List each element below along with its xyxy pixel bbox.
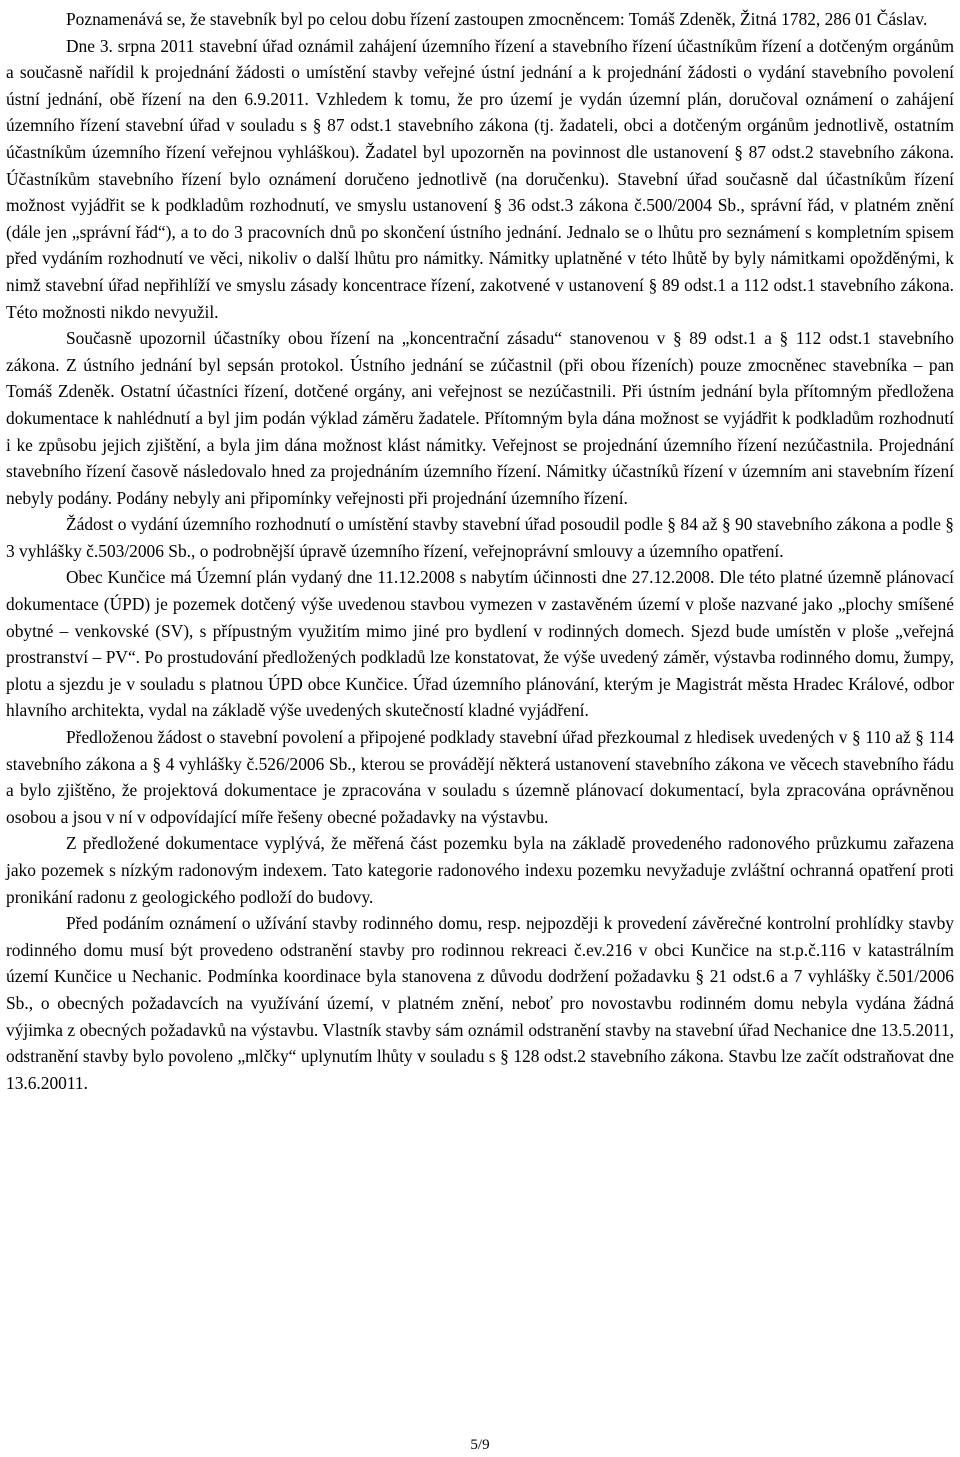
document-body xyxy=(6,6,954,1096)
paragraph-demolition-condition: Před podáním oznámení o užívání stavby rodinného domu, resp. nejpozději k provedení závěrečné kontrolní prohlídky stavby rodinného domu musí být provedeno odstranění stavby pro rodinnou rekreaci č.ev.216 v obci Kunčice na st.p.č.116 v katastrálním území Kunčice u Nechanic. Podmínka koordinace byla stanovena z důvodu dodržení požadavku § 21 odst.6 a 7 vyhlášky č.501/2006 Sb., o obecných požadavcích na využívání území, v platném znění, neboť pro novostavbu rodinném domu nebyla vydána žádná výjimka z obecných požadavků na výstavbu. Vlastník stavby sám oznámil odstranění stavby na stavební úřad Nechanice dne 13.5.2011, odstranění stavby bylo povoleno „mlčky“ uplynutím lhůty v souladu s § 128 odst.2 stavebního zákona. Stavbu lze začít odstraňovat dne 13.6.20011. xyxy=(6,913,954,1093)
paragraph-zoning-assessment: Žádost o vydání územního rozhodnutí o umístění stavby stavební úřad posoudil podle § 84 až § 90 stavebního zákona a podle § 3 vyhlášky č.503/2006 Sb., o podrobnější úpravě územního řízení, veřejnoprávní smlouvy a územního opatření. xyxy=(6,514,954,561)
page-number: 5/9 xyxy=(470,1437,490,1453)
paragraph-land-use-plan: Obec Kunčice má Územní plán vydaný dne 11.12.2008 s nabytím účinnosti dne 27.12.2008. Dle této platné územně plánovací dokumentace (ÚPD) je pozemek dotčený výše uvedenou stavbou vymezen v zastavěném území v ploše nazvané jako „plochy smíšené obytné – venkovské (SV), s přípustným využitím mimo jiné pro bydlení v rodinných domech. Sjezd bude umístěn v ploše „veřejná prostranství – PV“. Po prostudování předložených podkladů lze konstatovat, že výše uvedený záměr, výstavba rodinného domu, žumpy, plotu a sjezdu je v souladu s platnou ÚPD obce Kunčice. Úřad územního plánování, kterým je Magistrát města Hradec Králové, odbor hlavního architekta, vydal na základě výše uvedených skutečností kladné vyjádření. xyxy=(6,567,954,721)
paragraph-procedure-initiation: Dne 3. srpna 2011 stavební úřad oznámil zahájení územního řízení a stavebního řízení účastníkům řízení a dotčeným orgánům a současně nařídil k projednání žádosti o umístění stavby veřejné ústní jednání a k projednání žádosti o vydání stavebního povolení ústní jednání, obě řízení na den 6.9.2011. Vzhledem k tomu, že pro území je vydán územní plán, doručoval oznámení o zahájení územního řízení stavební úřad v souladu s § 87 odst.1 stavebního zákona (tj. žadateli, obci a dotčeným orgánům jednotlivě, ostatním účastníkům územního řízení veřejnou vyhláškou). Žadatel byl upozorněn na povinnost dle ustanovení § 87 odst.2 stavebního zákona. Účastníkům stavebního řízení bylo oznámení doručeno jednotlivě (na doručenku). Stavební úřad současně dal účastníkům řízení možnost vyjádřit se k podkladům rozhodnutí, ve smyslu ustanovení § 36 odst.3 zákona č.500/2004 Sb., správní řád, v platném znění (dále jen „správní řád“), a to do 3 pracovních dnů po skončení ústního jednání. Jednalo se o lhůtu pro seznámení s kompletním spisem před vydáním rozhodnutí ve věci, nikoliv o další lhůtu pro námitky. Námitky uplatněné v této lhůtě by byly námitkami opožděnými, k nimž stavební úřad nepřihlíží ve smyslu zásady koncentrace řízení, zakotvené v ustanovení § 89 odst.1 a 112 odst.1 stavebního zákona. Této možnosti nikdo nevyužil. xyxy=(6,35,954,322)
paragraph-representation: Poznamenává se, že stavebník byl po celou dobu řízení zastoupen zmocněncem: Tomáš Zdeněk, Žitná 1782, 286 01 Čáslav. xyxy=(66,9,928,29)
paragraph-radon-survey: Z předložené dokumentace vyplývá, že měřená část pozemku byla na základě provedeného radonového průzkumu zařazena jako pozemek s nízkým radonovým indexem. Tato kategorie radonového indexu pozemku nevyžaduje zvláštní ochranná opatření proti pronikání radonu z geologického podloží do budovy. xyxy=(6,833,954,907)
paragraph-concentration-principle: Současně upozornil účastníky obou řízení na „koncentrační zásadu“ stanovenou v § 89 odst.1 a § 112 odst.1 stavebního zákona. Z ústního jednání byl sepsán protokol. Ústního jednání se zúčastnil (při obou řízeních) pouze zmocněnec stavebníka – pan Tomáš Zdeněk. Ostatní účastníci řízení, dotčené orgány, ani veřejnost se nezúčastnili. Při ústním jednání byla přítomným předložena dokumentace k nahlédnutí a byl jim podán výklad záměru žadatele. Přítomným byla dána možnost se vyjádřit k podkladům rozhodnutí i ke způsobu jejich zjištění, a byla jim dána možnost klást námitky. Veřejnost se projednání územního řízení nezúčastnila. Projednání stavebního řízení časově následovalo hned za projednáním územního řízení. Námitky účastníků řízení v územním ani stavebním řízení nebyly podány. Podány nebyly ani připomínky veřejnosti při projednání územního řízení. xyxy=(6,328,954,508)
paragraph-building-permit-review: Předloženou žádost o stavební povolení a připojené podklady stavební úřad přezkoumal z hledisek uvedených v § 110 až § 114 stavebního zákona a § 4 vyhlášky č.526/2006 Sb., kterou se provádějí některá ustanovení stavebního zákona ve věcech stavebního řádu a bylo zjištěno, že projektová dokumentace je zpracována v souladu s územně plánovací dokumentací, byla zpracována oprávněnou osobou a jsou v ní v odpovídající míře řešeny obecné požadavky na výstavbu. xyxy=(6,727,954,827)
